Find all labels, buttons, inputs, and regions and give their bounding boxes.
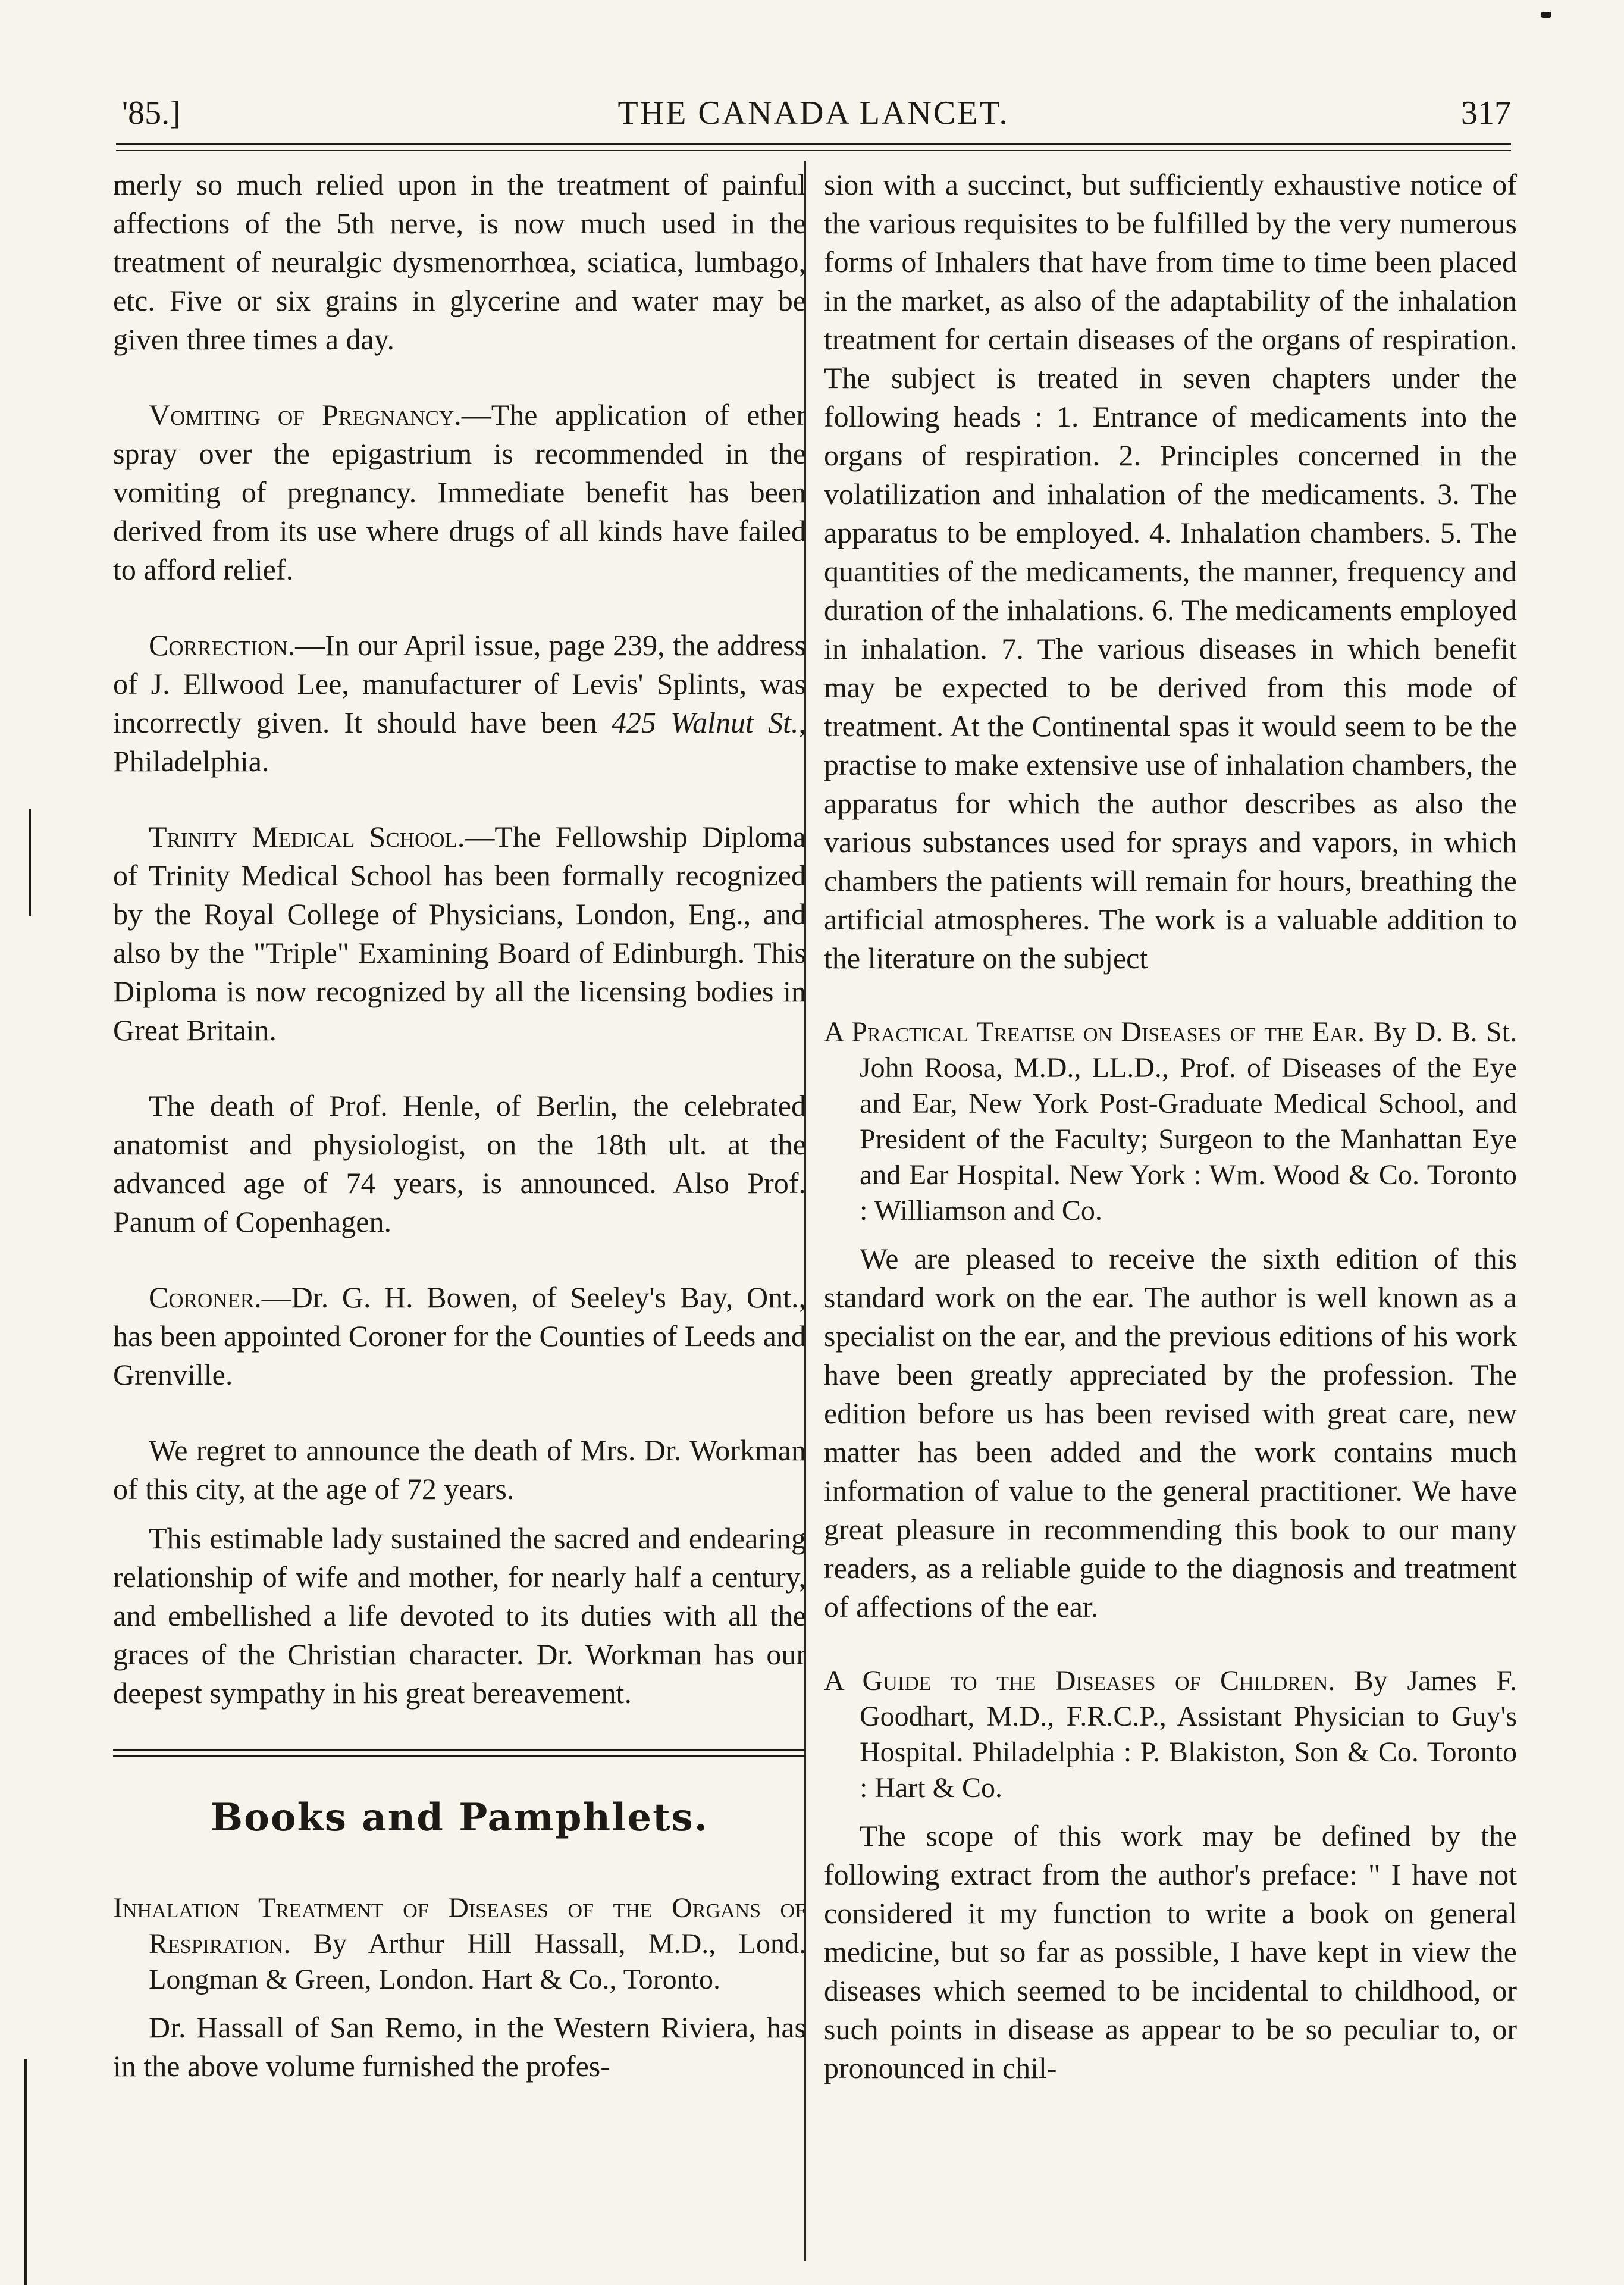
book-title: Inhalation Treatment of Diseases of the Organs of Respiration. xyxy=(113,1892,806,1960)
margin-mark xyxy=(29,809,31,916)
right-column xyxy=(824,165,1517,2087)
paragraph-continuation: merly so much relied upon in the treatment of painful affections of the 5th nerve, is now much used in the treatment of neuralgic dysmenorrhœa, sciatica, lumbago, etc. Five or six grains in glycerine and water may be given three times a day. xyxy=(113,168,806,356)
book-title: A Guide to the Diseases of Children. xyxy=(824,1665,1335,1696)
item-vomiting-of-pregnancy xyxy=(113,396,806,589)
book-entry-inhalation-treatment xyxy=(113,1890,806,1998)
item-heading: Coroner. xyxy=(149,1281,262,1314)
item-workman-notice: We regret to announce the death of Mrs. Dr. Workman of this city, at the age of 72 years. xyxy=(113,1433,806,1505)
item-body: —The Fellowship Diploma of Trinity Medical School has been formally recognized by the Royal College of Physicians, London, Eng., and also by the "Triple" Examining Board of Edinburgh. This Diploma is now recognized by all the licensing bodies in Great Britain. xyxy=(113,820,806,1047)
item-heading: Trinity Medical School. xyxy=(149,820,465,853)
item-body-end: , Philadelphia. xyxy=(113,706,806,778)
item-workman-tribute: This estimable lady sustained the sacred and endearing relationship of wife and mother, for nearly half a century, and embellished a life devoted to its duties with all the graces of the Christian character. Dr. Workman has our deepest sympathy in his great bereavement. xyxy=(113,1522,806,1710)
left-column xyxy=(113,165,806,2086)
item-trinity-medical-school xyxy=(113,818,806,1050)
header-rule xyxy=(116,143,1511,151)
item-heading: Vomiting of Pregnancy. xyxy=(149,398,462,431)
book-title: A Practical Treatise on Diseases of the Ear. xyxy=(824,1016,1365,1048)
journal-title: THE CANADA LANCET. xyxy=(617,95,1009,132)
book-review-continuation: sion with a succinct, but sufficiently exhaustive notice of the various requisites to be fulfilled by the very numerous forms of Inhalers that have from time to time been placed in the market, as also of the adaptability of the inhalation treatment for certain diseases of the organs of respiration. The subject is treated in seven chapters under the following heads : 1. Entrance of medicaments into the organs of respiration. 2. Principles concerned in the volatilization and inhalation of the medicaments. 3. The apparatus to be employed. 4. Inhalation chambers. 5. The quantities of the medicaments, the manner, frequency and duration of the inhalations. 6. The medicaments employed in inhalation. 7. The various diseases in which benefit may be expected to be derived from this mode of treatment. At the Continental spas it would seem to be the practise to make extensive use of inhalation chambers, the apparatus for which the author describes as also the various substances used for sprays and vapors, in which chambers the patients will remain for hours, breathing the artificial atmospheres. The work is a valuable addition to the literature on the subject xyxy=(824,168,1517,975)
page-number: 317 xyxy=(1461,95,1511,132)
issue-year: '85.] xyxy=(122,95,181,132)
correction-address: 425 Walnut St. xyxy=(611,706,799,739)
book-review: We are pleased to receive the sixth edition of this standard work on the ear. The author is well known as a specialist on the ear, and the previous editions of his work have been greatly appreciated by the profession. The edition before us has been revised with great care, new matter has been added and the work contains much information of value to the general practitioner. We have great pleasure in recommending this book to our many readers, as a reliable guide to the diagnosis and treatment of affections of the ear. xyxy=(824,1242,1517,1623)
book-entry-diseases-of-children xyxy=(824,1663,1517,1806)
book-info: By Arthur Hill Hassall, M.D., Lond. Longman & Green, London. Hart & Co., Toronto. xyxy=(149,1928,806,1995)
item-coroner xyxy=(113,1278,806,1394)
book-entry-diseases-of-the-ear xyxy=(824,1015,1517,1229)
running-header xyxy=(116,89,1511,143)
item-correction xyxy=(113,626,806,781)
item-henle-obituary: The death of Prof. Henle, of Berlin, the celebrated anatomist and physiologist, on the 18th ult. at the advanced age of 74 years, is announced. Also Prof. Panum of Copenhagen. xyxy=(113,1089,806,1238)
book-review: Dr. Hassall of San Remo, in the Western Riviera, has in the above volume furnished the profes- xyxy=(113,2011,806,2083)
section-rule xyxy=(113,1749,806,1757)
page-speck xyxy=(1541,12,1551,18)
book-review: The scope of this work may be defined by the following extract from the author's preface: " I have not considered it my function to write a book on general medicine, but so far as possible, I have kept in view the diseases which seemed to be incidental to childhood, or such points in disease as appear to be so peculiar to, or pronounced in chil- xyxy=(824,1819,1517,2084)
book-info: By James F. Goodhart, M.D., F.R.C.P., Assistant Physician to Guy's Hospital. Philadelphia : P. Blakiston, Son & Co. Toronto : Hart & Co. xyxy=(860,1665,1517,1804)
item-body: —In our April issue, page 239, the address of J. Ellwood Lee, manufacturer of Levis' Splints, was incorrectly given. It should have been xyxy=(113,628,806,739)
section-title-books-and-pamphlets: Books and Pamphlets. xyxy=(211,1795,708,1840)
item-body: —The application of ether spray over the epigastrium is recommended in the vomiting of pregnancy. Immediate benefit has been derived from its use where drugs of all kinds have failed to afford relief. xyxy=(113,398,806,586)
item-heading: Correction. xyxy=(149,628,296,662)
book-info: By D. B. St. John Roosa, M.D., LL.D., Prof. of Diseases of the Eye and Ear, New York Post-Graduate Medical School, and President of the Faculty; Surgeon to the Manhattan Eye and Ear Hospital. New York : Wm. Wood & Co. Toronto : Williamson and Co. xyxy=(860,1016,1517,1226)
margin-mark xyxy=(24,2059,27,2285)
item-body: —Dr. G. H. Bowen, of Seeley's Bay, Ont., has been appointed Coroner for the Counties of Leeds and Grenville. xyxy=(113,1281,806,1391)
